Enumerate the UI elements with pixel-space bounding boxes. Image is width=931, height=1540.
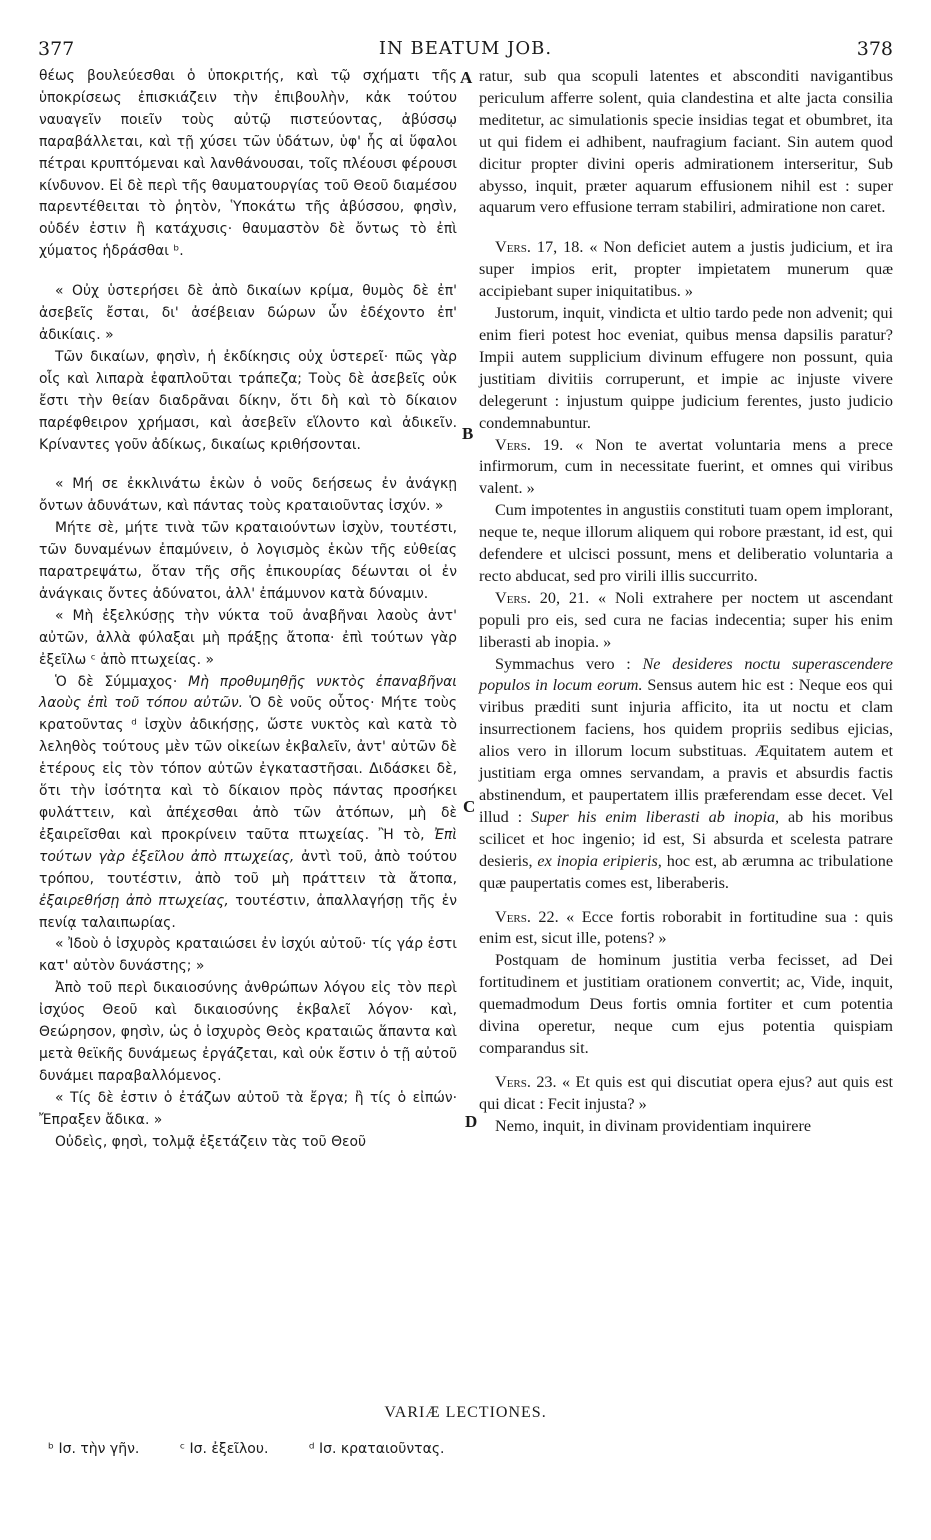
italic-quote: Super his enim liberasti ab inopia, [530, 807, 780, 826]
margin-marker-b: B [462, 424, 474, 443]
page-number-left: 377 [38, 38, 75, 60]
verse-label: Vers. [495, 588, 531, 607]
greek-verse: « Μὴ ἐξελκύσῃς τὴν νύκτα τοῦ ἀναβῆναι λαοὺς ἀντ' αὐτῶν, ἀλλὰ φύλαξαι μὴ πράξῃς ἄτοπα· ἐπὶ τούτων γὰρ ἐξεῖλω ᶜ ἀπὸ πτωχείας. » [39, 607, 457, 668]
margin-marker-c: C [463, 797, 476, 816]
text-run: Ὁ δὲ Σύμμαχος· [55, 673, 189, 690]
text-run: Sensus autem hic est : Neque eos qui viribus præditi sunt injuria afficito, ita ut noctu et clam insurrectionem faciens, hos quidem propriis sedibus ejicias, alios vero in illorum locum substituas. Æquitatem autem et justitiam erga omnes servandam, a pravis et absurdis factis abstinendum, et paupertatem illis præferendam esse decet. Vel illud : [479, 676, 894, 826]
greek-paragraph-symmachus [39, 672, 457, 935]
greek-paragraph: θέως βουλεύεσθαι ὁ ὑποκριτής, καὶ τῷ σχήματι τῆς ὑποκρίσεως ἐπισκιάζειν τὴν ἐπιβουλὴν, κἀκ τούτου ναυαγεῖν ποιεῖν τοὺς αὐτῷ πιστεύοντας, ἀβύσσῳ παραβάλλεται, καὶ τῇ χύσει τῶν ὑδάτων, ὑφ' ἧς αἱ ὕφαλοι πέτραι κρυπτόμεναι καὶ λανθάνουσαι, τοῖς πλέουσι φέρουσι κίνδυνον. Εἰ δὲ περὶ τῆς θαυματουργίας τοῦ Θεοῦ διαμέσου παρεντέθειται τὸ ῥητὸν, Ὑποκάτω τῆς ἀβύσσου, φησὶν, οὐδέν ἐστιν ἢ κατάχυσις· θαυμαστὸν δὲ ὄντως τὸ ἐπὶ χύματος ἡδράσθαι ᵇ. [39, 68, 457, 260]
latin-paragraph: Cum impotentes in angustiis constituti tuam opem implorant, neque te, neque illorum aliquem qui robore præstant, id est, qui defendere et ulcisci possunt, mens et deliberatio voluntaria a recto abducat, sed pro virili illis succurrito. [479, 501, 893, 585]
italic-quote: ἐξαιρεθήσῃ ἀπὸ πτωχείας, [39, 892, 229, 909]
footnote-d: ᵈ Ισ. κραταιοῦντας. [308, 1441, 445, 1457]
margin-marker-d: D [465, 1112, 478, 1131]
page-number-right: 378 [856, 38, 893, 60]
latin-paragraph: Postquam de hominum justitia verba fecisset, ad Dei fortitudinem et justitiam orationem convertit; ac, Vide, inquit, quemadmodum Deus fortis omnia fortiter et cum potentia divina operetur, neque cum ejus potentia quispiam comparandus sit. [479, 951, 893, 1057]
greek-paragraph: Οὐδεὶς, φησὶ, τολμᾷ ἐξετάζειν τὰς τοῦ Θεοῦ [55, 1133, 367, 1150]
verse-text: 22. « Ecce fortis roborabit in fortitudine sua : quis enim est, sicut ille, potens? » [479, 907, 893, 948]
italic-quote: ex inopia eripieris, [537, 851, 662, 870]
greek-paragraph: Ἀπὸ τοῦ περὶ δικαιοσύνης ἀνθρώπων λόγου εἰς τὸν περὶ ἰσχύος Θεοῦ καὶ δικαιοσύνης ἐκβαλεῖ λόγον· καὶ, Θεώρησον, φησὶν, ὡς ὁ ἰσχυρὸς Θεὸς κραταιῶς ἅπαντα καὶ μετὰ θεϊκῆς δυνάμεως ἐργάζεται, καὶ οὐκ ἔστιν ὁ τῇ αὐτοῦ δυνάμει παραβαλλόμενος. [39, 980, 457, 1084]
verse-text: 23. « Et quis est qui discutiat opera ejus? aut quis est qui dicat : Fecit injusta? » [479, 1072, 893, 1113]
verse-label: Vers. [495, 1072, 531, 1091]
verse-label: Vers. [495, 907, 531, 926]
latin-verse [479, 1072, 893, 1116]
running-title: IN BEATUM JOB. [378, 38, 553, 59]
text-run: hoc est, ab ærumna ac tribulatione quæ paupertatis comes est, liberaberis. [479, 851, 894, 892]
text-run: ἀντὶ τοῦ, ἀπὸ τούτου τρόπου, τουτέστιν, ἀπὸ τοῦ μὴ πράττειν τὰ ἄτοπα, [39, 848, 457, 887]
italic-quote: Ἐπὶ τούτων γὰρ ἐξεῖλου ἀπὸ πτωχείας, [39, 826, 457, 865]
text-run: τουτέστιν, ἀπαλλαγήσῃ τῆς ἐν πενίᾳ ταλαιπωρίας. [39, 892, 457, 931]
latin-column [479, 66, 893, 1138]
footnote-c: ᶜ Ισ. ἐξεῖλου. [179, 1441, 269, 1457]
latin-verse [479, 237, 893, 303]
greek-verse: « Μή σε ἐκκλινάτω ἑκὼν ὁ νοῦς δεήσεως ἐν ἀνάγκῃ ὄντων ἀδυνάτων, καὶ πάντας τοὺς κραταιοῦντας ἰσχύν. » [39, 476, 457, 515]
italic-quote: Ne desideres noctu superascendere populos in locum eorum. [479, 654, 893, 695]
text-run: Ὁ δὲ νοῦς οὗτος· Μήτε τοὺς κρατοῦντας ᵈ ἰσχὺν ἀδικήσῃς, ὥστε νυκτὸς καὶ κατὰ τὸ λεληθὸς τούτους μὲν τῶν οἰκείων ἐκβαλεῖν, ἀντ' αὐτῶν δὲ ἑτέρους εἰς τὸν τόπον αὐτῶν ἐγκαταστῆσαι. Διδάσκει δὲ, ὅτι τὴν ἰσότητα καὶ τὸ δίκαιον πρὸς πάντας προσήκει φυλάττειν, καὶ ἀπέχεσθαι ἀπὸ τῶν ἀτόπων, μὴ δὲ ἐξαιρεῖσθαι καὶ προκρίνειν ταῦτα πτωχείας. Ἢ τὸ, [39, 695, 457, 843]
verse-label: Vers. [495, 238, 531, 257]
latin-paragraph-symmachus [479, 654, 893, 895]
footnote-b: ᵇ Ισ. τὴν γῆν. [48, 1441, 140, 1457]
greek-verse: « Οὐχ ὑστερήσει δὲ ἀπὸ δικαίων κρίμα, θυμὸς δὲ ἐπ' ἀσεβεῖς ἔσται, δι' ἀσέβειαν δώρων ὧν ἐδέχοντο ἐπ' ἀδικίαις. » [39, 283, 457, 343]
verse-text: 20, 21. « Noli extrahere per noctem ut ascendant populi pro eis, sed cura ne facias indecentia; super his enim liberasti ab inopia. » [479, 588, 893, 651]
verse-text: 19. « Non te avertat voluntaria mens a prece infirmorum, cum in necessitate fuerint, et omnes qui viribus valent. » [479, 435, 893, 498]
greek-column [39, 66, 457, 1154]
page-header [0, 38, 931, 68]
variae-lectiones-heading: VARIÆ LECTIONES. [384, 1404, 547, 1421]
verse-text: 17, 18. « Non deficiet autem a justis judicium, et ira super impios erit, propter impietatem munerum quæ accipiebant super iniquitatibus. » [479, 238, 893, 301]
latin-verse [479, 588, 893, 654]
italic-quote: Μὴ προθυμηθῇς νυκτὸς ἐπαναβῆναι λαοὺς ἐπὶ τοῦ τόπου αὐτῶν. [39, 673, 457, 712]
text-run: ab his moribus scilicet et hoc ingenio; id est, Si absurda et scelesta patrare desieris, [479, 807, 894, 870]
margin-marker-a: A [460, 68, 473, 87]
verse-label: Vers. [495, 435, 531, 454]
greek-paragraph: Μήτε σὲ, μήτε τινὰ τῶν κραταιούντων ἰσχὺν, τουτέστι, τῶν δυναμένων ἐπαμύνειν, ὁ λογισμὸς ἑκὼν τῆς εὐθείας παρατρεψάτω, ὅταν τῆς σῆς ἐπικουρίας δέωνται οἱ ἐν ἀνάγκαις ὄντες ἀδύνατοι, ἀλλ' ἐπάμυνον κατὰ δύναμιν. [39, 520, 457, 602]
latin-verse [479, 435, 893, 501]
latin-verse [479, 907, 893, 951]
greek-verse: « Τίς δὲ ἐστιν ὁ ἐτάζων αὐτοῦ τὰ ἔργα; ἢ τίς ὁ εἰπών· Ἔπραξεν ἄδικα. » [39, 1089, 457, 1128]
text-run: Symmachus vero : [495, 654, 643, 673]
greek-verse: « Ἰδοὺ ὁ ἰσχυρὸς κραταιώσει ἐν ἰσχύι αὐτοῦ· τίς γάρ ἐστι κατ' αὐτὸν δυνάστης; » [39, 936, 457, 975]
variae-lectiones-notes [48, 1441, 481, 1457]
greek-paragraph: Τῶν δικαίων, φησὶν, ἡ ἐκδίκησις οὐχ ὑστερεῖ· πῶς γὰρ οἷς καὶ λιπαρὰ ἐφαπλοῦται τράπεζα; Τοὺς δὲ ἀσεβεῖς οὐκ ἔστι τὴν θείαν διαδρᾶναι δίκην, ὅτι δὴ καὶ τὸ δίκαιον παρέφθειρον χρήμασι, καὶ ἀσεβεῖν εἵλοντο καὶ ἀδικεῖν. Κρίναντες γοῦν ἀδίκως, δικαίως κριθήσονται. [39, 348, 457, 453]
latin-paragraph: Nemo, inquit, in divinam providentiam inquirere [495, 1116, 812, 1135]
latin-paragraph: Justorum, inquit, vindicta et ultio tardo pede non advenit; qui enim fieri potest hoc eveniat, quibus mensa dapsilis paratur? Impii autem supplicium divinum effugere non possunt, quia justitiam divitiis corruperunt, et impie ac injuste vivere delegerunt : injustum quippe judicium ferentes, justo judicio condemnabuntur. [479, 304, 893, 432]
latin-paragraph: ratur, sub qua scopuli latentes et absconditi navigantibus periculum afferre solent, quia clandestina et alte jacta consilia meditetur, ac simulationis specie insidias tegat et obumbret, ita ut qui fidem ei adhibent, naufragium faciant. Sin autem quod dicitur propter divini operis admirationem interseritur, Sub abysso, inquit, præter aquarum effusionem nihil est : super aquarum vero effusione terram stabiliri, admiratione non caret. [479, 67, 893, 217]
